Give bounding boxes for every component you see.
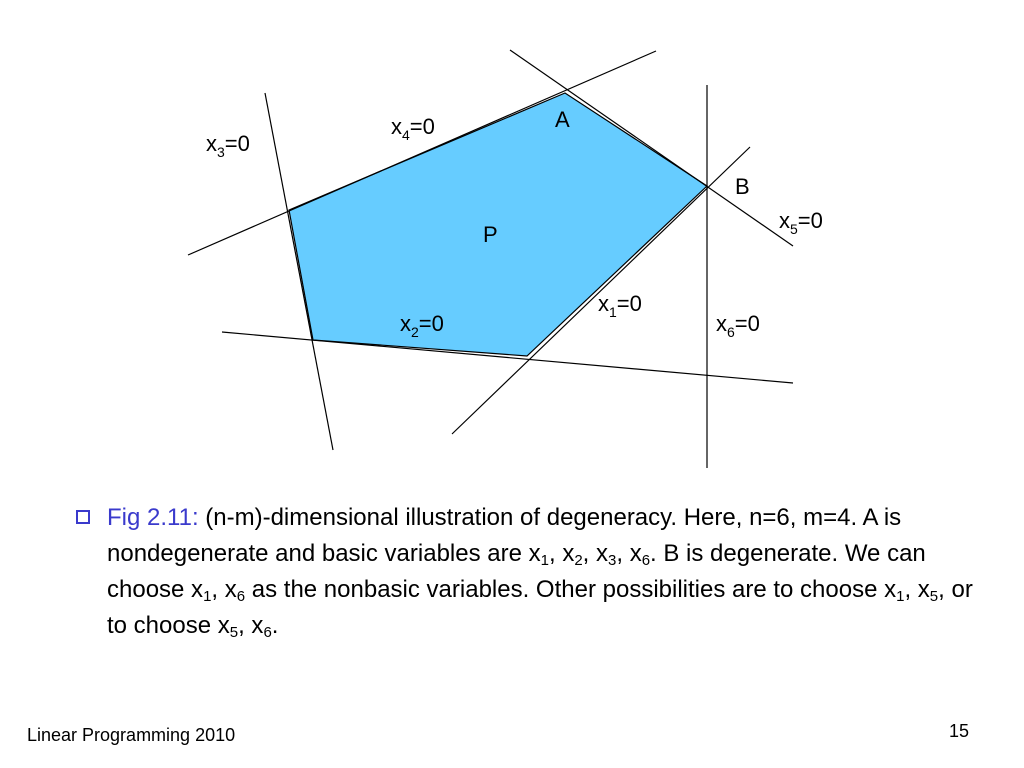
label-x2: $x_2=0$ xyxy=(400,311,444,340)
page-number: 15 xyxy=(949,721,970,741)
figure-reference: Fig 2.11: xyxy=(107,504,199,531)
label-x1: $x_1=0$ xyxy=(598,291,642,320)
caption-text: Fig 2.11: (n-m)-dimensional illustration of degeneracy. Here, n=6, m=4. A is nondegenerate and basic variables are $x_1$, $x_2$, $x_3$, $x_6$. B is degenerate. We can choose $x_1$, $x_6$ as the nonbasic variables. Other possibilities are to choose $x_1$, $x_5$, or to choose $x_5$, $x_6$. xyxy=(107,504,973,641)
vertex-a-label: A xyxy=(555,107,570,132)
feasible-region-polygon xyxy=(289,93,707,356)
label-x6: $x_6=0$ xyxy=(716,311,760,340)
footer-title: Linear Programming 2010 xyxy=(27,725,236,745)
vertex-b-label: B xyxy=(735,174,750,199)
label-x5: $x_5=0$ xyxy=(779,208,823,237)
checkbox-bullet-icon xyxy=(76,510,90,524)
label-x3: $x_3=0$ xyxy=(206,131,250,160)
label-x4: $x_4=0$ xyxy=(391,114,435,143)
figure-caption xyxy=(76,500,976,644)
region-p-label: P xyxy=(483,222,498,247)
